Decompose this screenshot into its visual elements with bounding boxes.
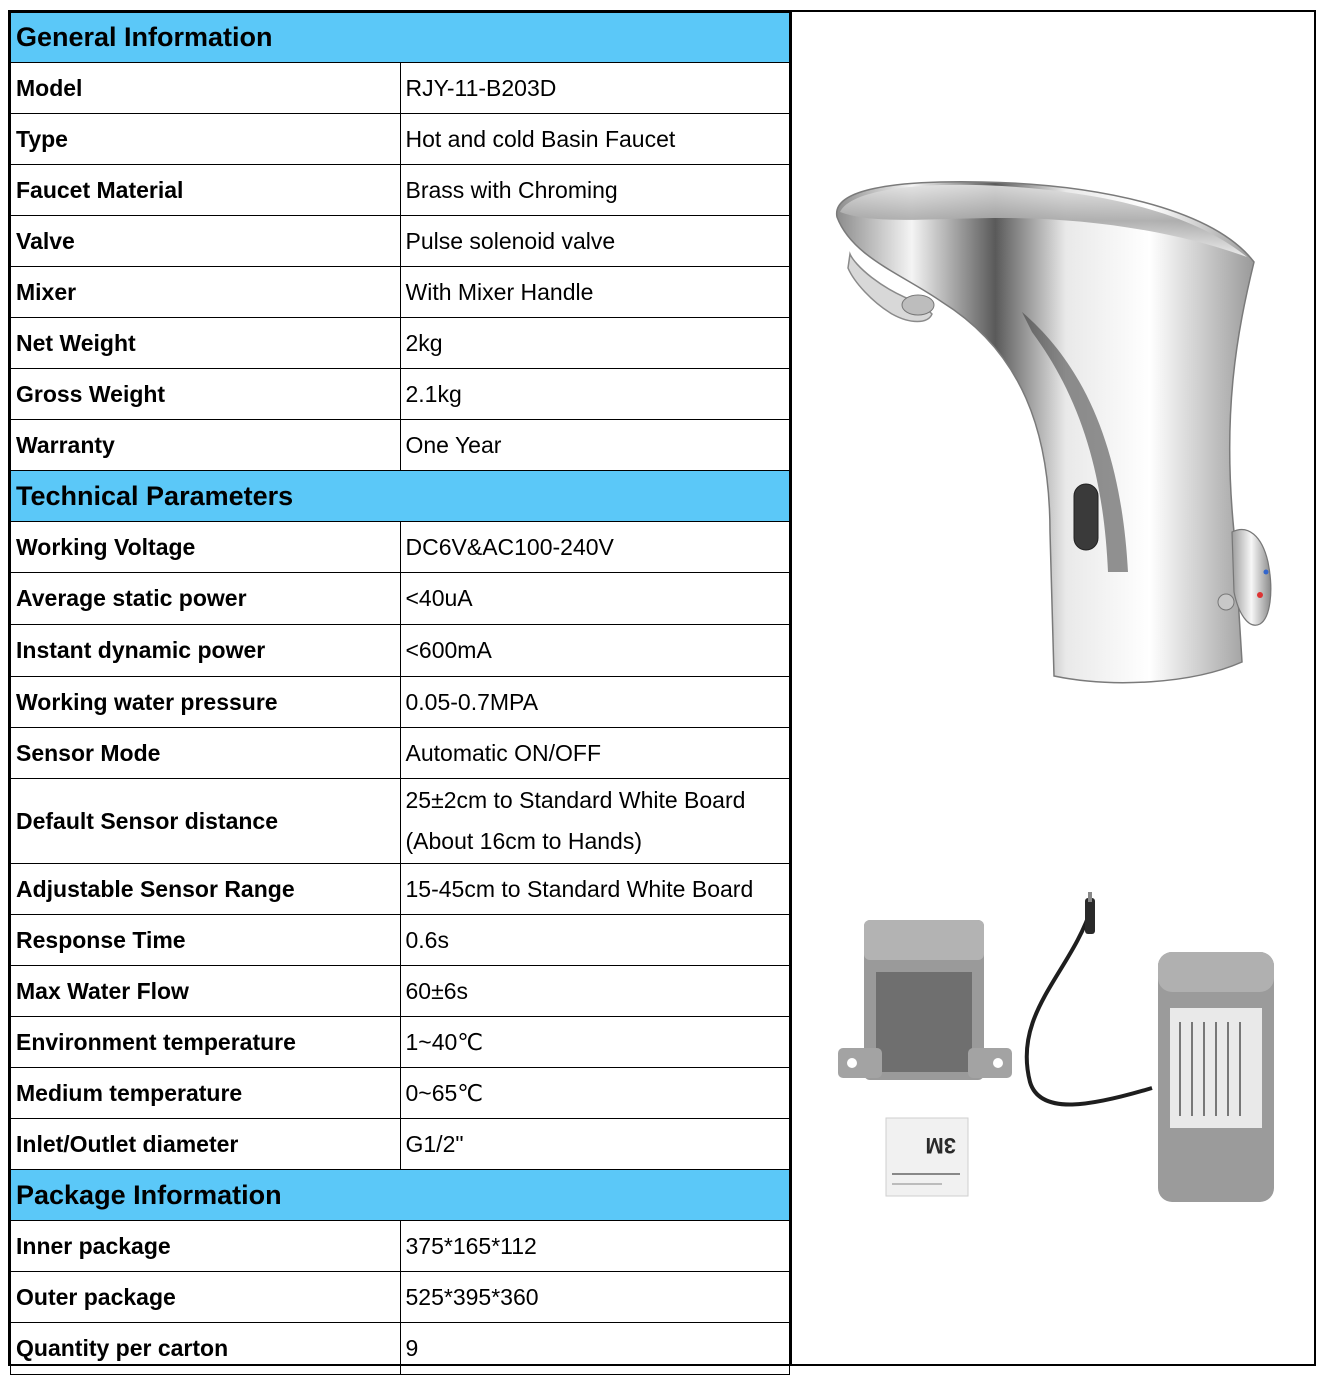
section-header-technical (11, 471, 790, 522)
row-label: Inner package (11, 1221, 401, 1272)
mounting-box-icon (838, 920, 1012, 1080)
row-value-line: 25±2cm to Standard White Board (405, 787, 746, 813)
tape-brand-text: 3M (925, 1133, 956, 1158)
row-value: <40uA (400, 573, 790, 625)
row-label: Environment temperature (11, 1017, 401, 1068)
row-value: Automatic ON/OFF (400, 728, 790, 779)
row-value: Brass with Chroming (400, 165, 790, 216)
row-label: Type (11, 114, 401, 165)
row-value: With Mixer Handle (400, 267, 790, 318)
table-row (11, 625, 790, 677)
row-label: Net Weight (11, 318, 401, 369)
row-label: Adjustable Sensor Range (11, 864, 401, 915)
accessories-image (792, 892, 1316, 1212)
spec-sheet (8, 10, 1316, 1366)
table-row (11, 1221, 790, 1272)
table-row (11, 1272, 790, 1323)
row-value: 0.05-0.7MPA (400, 677, 790, 728)
row-label: Sensor Mode (11, 728, 401, 779)
row-value: 0~65℃ (400, 1068, 790, 1119)
row-value: 2.1kg (400, 369, 790, 420)
row-value: 2kg (400, 318, 790, 369)
product-image-pane (790, 12, 1316, 1364)
row-label: Outer package (11, 1272, 401, 1323)
table-row (11, 369, 790, 420)
section-title: Package Information (11, 1170, 790, 1221)
row-label: Gross Weight (11, 369, 401, 420)
row-value: RJY-11-B203D (400, 63, 790, 114)
row-value: One Year (400, 420, 790, 471)
spec-table (10, 12, 790, 1375)
row-label: Medium temperature (11, 1068, 401, 1119)
table-row (11, 1017, 790, 1068)
table-row (11, 677, 790, 728)
faucet-image (792, 12, 1316, 712)
table-row (11, 63, 790, 114)
row-label: Default Sensor distance (11, 779, 401, 864)
row-value: Hot and cold Basin Faucet (400, 114, 790, 165)
table-row (11, 966, 790, 1017)
table-row (11, 915, 790, 966)
table-row (11, 165, 790, 216)
row-label: Response Time (11, 915, 401, 966)
row-label: Valve (11, 216, 401, 267)
adhesive-pad-icon (886, 1118, 968, 1196)
table-row (11, 1068, 790, 1119)
section-title: General Information (11, 13, 790, 63)
section-header-general (11, 13, 790, 63)
table-row (11, 522, 790, 573)
table-row (11, 318, 790, 369)
row-label: Quantity per carton (11, 1323, 401, 1375)
row-label: Faucet Material (11, 165, 401, 216)
table-row (11, 267, 790, 318)
table-row (11, 779, 790, 864)
row-label: Working water pressure (11, 677, 401, 728)
row-value: 60±6s (400, 966, 790, 1017)
table-row (11, 728, 790, 779)
row-label: Mixer (11, 267, 401, 318)
row-label: Instant dynamic power (11, 625, 401, 677)
row-label: Inlet/Outlet diameter (11, 1119, 401, 1170)
row-value: DC6V&AC100-240V (400, 522, 790, 573)
row-label: Average static power (11, 573, 401, 625)
row-label: Warranty (11, 420, 401, 471)
row-value: 375*165*112 (400, 1221, 790, 1272)
row-label: Working Voltage (11, 522, 401, 573)
table-row (11, 864, 790, 915)
row-value-line: (About 16cm to Hands) (405, 828, 643, 854)
row-value: G1/2" (400, 1119, 790, 1170)
row-value: 525*395*360 (400, 1272, 790, 1323)
row-value: 9 (400, 1323, 790, 1375)
table-row (11, 573, 790, 625)
table-row (11, 114, 790, 165)
table-row (11, 216, 790, 267)
row-label: Max Water Flow (11, 966, 401, 1017)
row-value: Pulse solenoid valve (400, 216, 790, 267)
table-row (11, 1119, 790, 1170)
row-value: 0.6s (400, 915, 790, 966)
table-row (11, 420, 790, 471)
row-label: Model (11, 63, 401, 114)
row-value: 15-45cm to Standard White Board (400, 864, 790, 915)
row-value: 1~40℃ (400, 1017, 790, 1068)
row-value (400, 779, 790, 864)
section-title: Technical Parameters (11, 471, 790, 522)
row-value: <600mA (400, 625, 790, 677)
battery-pack-icon (1027, 892, 1274, 1202)
table-row (11, 1323, 790, 1375)
section-header-package (11, 1170, 790, 1221)
